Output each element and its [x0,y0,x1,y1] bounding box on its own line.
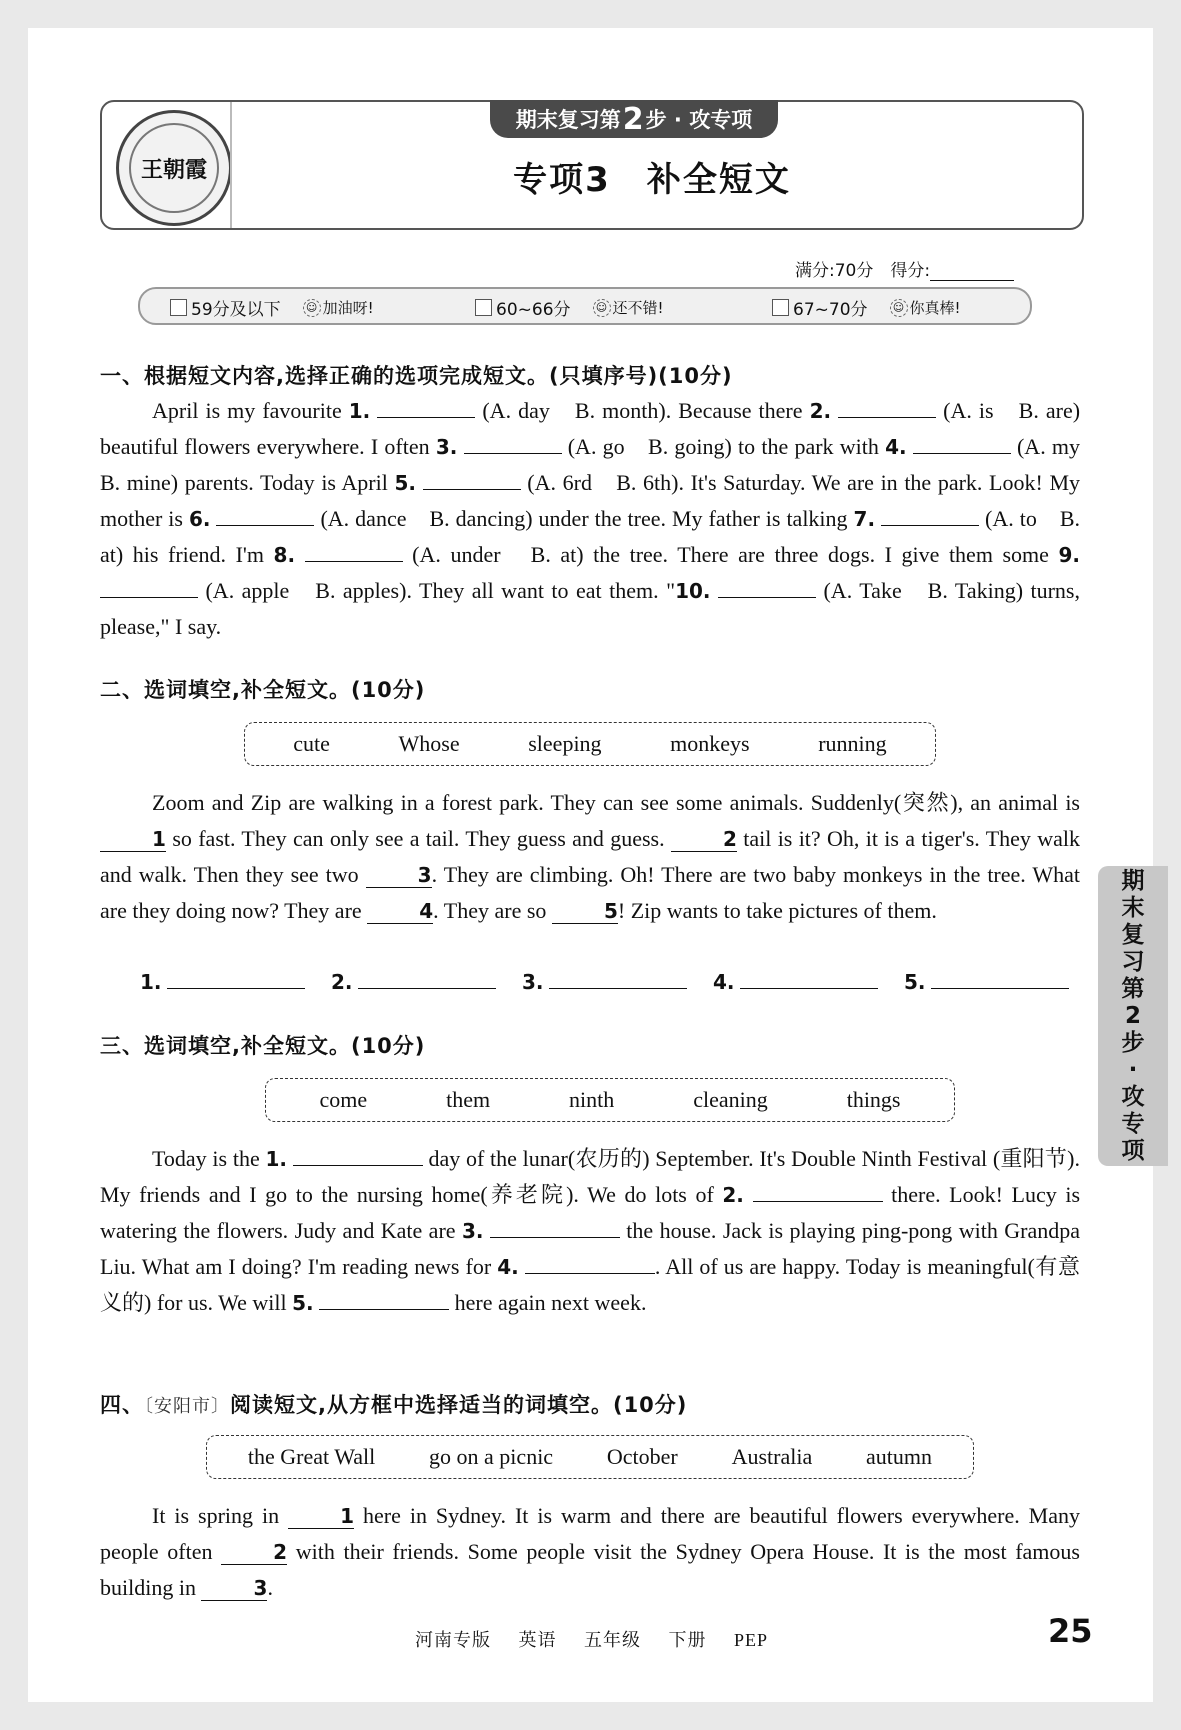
answer-line[interactable] [740,968,878,989]
page-number: 25 [1048,1612,1093,1650]
passage-text: Today is the [152,1146,266,1171]
blank-number: 10. [675,579,711,603]
blank-number: 8. [273,543,296,567]
passage-text: . They are climbing. Oh! There are two baby monkeys in the tree. What are they doing now? They are [100,862,1081,923]
answer-line[interactable] [167,968,305,989]
rating-item[interactable] [170,295,374,320]
blank-number: 3. [461,1219,484,1243]
face-icon: ☺ [303,299,321,317]
blank-3[interactable] [464,431,562,454]
rating-item[interactable] [475,295,664,320]
passage-text: (A. to B. at) his friend. I'm [100,506,1081,567]
blank-2[interactable]: 2 [671,827,737,852]
answer-number: 3. [522,970,544,994]
blank-4[interactable] [913,431,1011,454]
rating-range: 59分及以下 [191,300,281,320]
banner-step-number: 2 [622,101,644,137]
score-line [795,256,1014,281]
passage-text: (A. go B. going) to the park with [561,434,886,459]
blank-3[interactable]: 3 [201,1576,267,1601]
side-tab-char: 项 [1121,1137,1145,1164]
blank-5[interactable] [319,1287,449,1310]
side-tab-char: 复 [1121,921,1145,948]
passage-text: (A. is B. are) beautiful flowers everywhere. I often [100,398,1081,459]
word-option: Australia [731,1444,813,1469]
section3-text [100,1141,1080,1321]
word-option: go on a picnic [429,1444,554,1469]
header-banner [490,100,778,138]
passage-text: tail is it? Oh, it is a tiger's. They walk and walk. Then they see two [100,826,1080,887]
blank-9[interactable] [100,575,198,598]
passage-text: here in Sydney. It is warm and there are beautiful flowers everywhere. Many people often [100,1503,1080,1564]
word-option: the Great Wall [247,1444,376,1469]
blank-number: 1. [265,1147,287,1171]
blank-2[interactable] [753,1179,883,1202]
passage-text: ! Zip wants to take pictures of them. [617,898,937,923]
footer-publisher: PEP [734,1630,769,1650]
answer-slot[interactable] [904,968,1095,995]
side-tab-char: · [1128,1056,1138,1083]
full-score-label: 满分:70分 [795,261,874,281]
blank-10[interactable] [718,575,816,598]
section2-heading: 二、选词填空,补全短文。(10分) [100,678,426,702]
blank-number: 2. [722,1183,744,1207]
passage-text: (A. under B. at) the tree. There are three dogs. I give them some [402,542,1059,567]
blank-number: 4. [497,1255,519,1279]
footer [415,1626,790,1652]
passage-text: (A. apple B. apples). They all want to eat them. " [198,578,676,603]
blank-number: 3. [435,435,458,459]
passage-text: (A. day B. month). Because there [475,398,810,423]
word-option: ninth [569,1087,615,1112]
rating-range: 67~70分 [793,300,868,320]
section4-word-box [206,1435,974,1479]
passage-text: (A. dance B. dancing) under the tree. My father is talking [314,506,854,531]
checkbox[interactable] [475,299,492,316]
rating-range: 60~66分 [496,300,571,320]
passage-text: day of the lunar(农历的) September. It's Double Ninth Festival (重阳节). My friends and I go to the nursing home(养老院). We do lots of [100,1146,1081,1207]
blank-number: 4. [885,435,907,459]
section2-word-box [244,722,936,766]
footer-edition: 河南专版 [415,1630,491,1650]
passage-text: here again next week. [449,1290,647,1315]
page-title: 专项3 补全短文 [513,160,791,200]
passage-text: Zoom and Zip are walking in a forest park. They can see some animals. Suddenly(突然), an animal is [152,790,1080,815]
passage-text: the house. Jack is playing ping-pong with Grandpa Liu. What am I doing? I'm reading news for [100,1218,1080,1279]
passage-text: (A. 6rd B. 6th). It's Saturday. We are in the park. Look! My mother is [100,470,1081,531]
answer-number: 2. [331,970,353,994]
side-tab-char: 末 [1121,894,1145,921]
section3-word-box [265,1078,955,1122]
answer-line[interactable] [931,968,1069,989]
word-option: things [846,1087,901,1112]
section4-text [100,1498,1080,1606]
rating-comment: 还不错! [612,299,664,317]
publisher-logo [116,110,232,226]
passage-text: with their friends. Some people visit the Sydney Opera House. It is the most famous building in [100,1539,1080,1600]
word-option: Whose [398,731,460,756]
blank-number: 1. [348,399,371,423]
passage-text: (A. my B. mine) parents. Today is April [100,434,1103,495]
answer-slot[interactable] [140,968,331,995]
section2-passage [100,785,1080,929]
word-option: autumn [866,1444,933,1469]
section1-text [100,393,1103,645]
footer-grade: 五年级 [584,1630,641,1650]
answer-line[interactable] [358,968,496,989]
footer-subject: 英语 [518,1630,557,1650]
header-divider [230,102,232,228]
blank-1[interactable]: 1 [288,1504,354,1529]
blank-number: 2. [809,399,832,423]
side-tab-char: 步 [1121,1029,1145,1056]
blank-4[interactable] [525,1251,655,1274]
answer-number: 4. [713,970,735,994]
rating-item[interactable] [772,295,961,320]
blank-number: 5. [292,1291,314,1315]
checkbox[interactable] [772,299,789,316]
face-icon: ☺ [890,299,908,317]
heading-prefix: 四、 [100,1393,144,1417]
self-rating-bar [138,287,1032,325]
section3-passage [100,1141,1080,1321]
blank-number: 6. [188,507,211,531]
answer-number: 1. [140,970,162,994]
passage-text: April is my favourite [152,398,349,423]
side-tab-char: 习 [1121,948,1145,975]
section4-heading [100,1389,687,1419]
blank-1[interactable] [293,1143,423,1166]
blank-3[interactable]: 3 [366,863,432,888]
blank-5[interactable] [423,467,521,490]
passage-text: . They are so [433,898,552,923]
blank-6[interactable] [216,503,314,526]
section2-text [100,785,1080,929]
rating-comment: 你真棒! [909,299,961,317]
banner-suffix: 步 · 攻专项 [645,108,753,132]
section1-heading: 一、根据短文内容,选择正确的选项完成短文。(只填序号)(10分) [100,364,733,388]
blank-1[interactable] [377,395,475,418]
blank-5[interactable]: 5 [552,899,618,924]
blank-2[interactable]: 2 [221,1540,287,1565]
answer-slot[interactable] [713,968,904,995]
word-option: come [319,1087,368,1112]
section3-heading: 三、选词填空,补全短文。(10分) [100,1034,426,1058]
passage-text: (A. Take B. Taking) turns, please," I say. [100,578,1080,639]
side-tab-char: 2 [1124,1002,1141,1029]
blank-2[interactable] [838,395,936,418]
blank-8[interactable] [305,539,403,562]
answer-slot[interactable] [331,968,522,995]
word-option: monkeys [670,731,750,756]
side-tab-char: 第 [1121,975,1145,1002]
answer-line[interactable] [549,968,687,989]
side-tab [1098,866,1168,1166]
banner-prefix: 期末复习第 [515,108,621,132]
passage-text: there. Look! Lucy is watering the flowers. Judy and Kate are [100,1182,1081,1243]
checkbox[interactable] [170,299,187,316]
passage-text: so fast. They can only see a tail. They guess and guess. [166,826,671,851]
passage-text: It is spring in [152,1503,289,1528]
header-frame [100,100,1084,230]
rating-comment: 加油呀! [322,299,374,317]
logo-text: 王朝霞 [129,123,219,213]
section1-passage [100,393,1103,645]
blank-1[interactable]: 1 [100,827,166,852]
answer-number: 5. [904,970,926,994]
blank-number: 7. [853,507,876,531]
word-option: sleeping [528,731,602,756]
blank-7[interactable] [881,503,979,526]
passage-text: . All of us are happy. Today is meaningful(有意义的) for us. We will [100,1254,1080,1315]
heading-text: 阅读短文,从方框中选择适当的词填空。(10分) [230,1393,688,1417]
answer-slot[interactable] [522,968,713,995]
region-tag: 〔安阳市〕 [144,1396,230,1417]
blank-number: 5. [394,471,416,495]
passage-text: . [267,1575,273,1600]
word-option: running [818,731,887,756]
blank-number: 9. [1058,543,1080,567]
side-tab-char: 专 [1121,1110,1145,1137]
score-input[interactable] [930,264,1014,281]
word-option: October [606,1444,678,1469]
section4-passage [100,1498,1080,1606]
footer-volume: 下册 [668,1630,707,1650]
word-option: cleaning [693,1087,768,1112]
got-score-label: 得分: [890,261,931,281]
blank-4[interactable]: 4 [367,899,433,924]
word-option: them [446,1087,491,1112]
side-tab-char: 期 [1121,867,1145,894]
blank-3[interactable] [490,1215,620,1238]
section2-answer-row [140,968,1095,995]
side-tab-char: 攻 [1121,1083,1145,1110]
word-option: cute [293,731,330,756]
face-icon: ☺ [593,299,611,317]
